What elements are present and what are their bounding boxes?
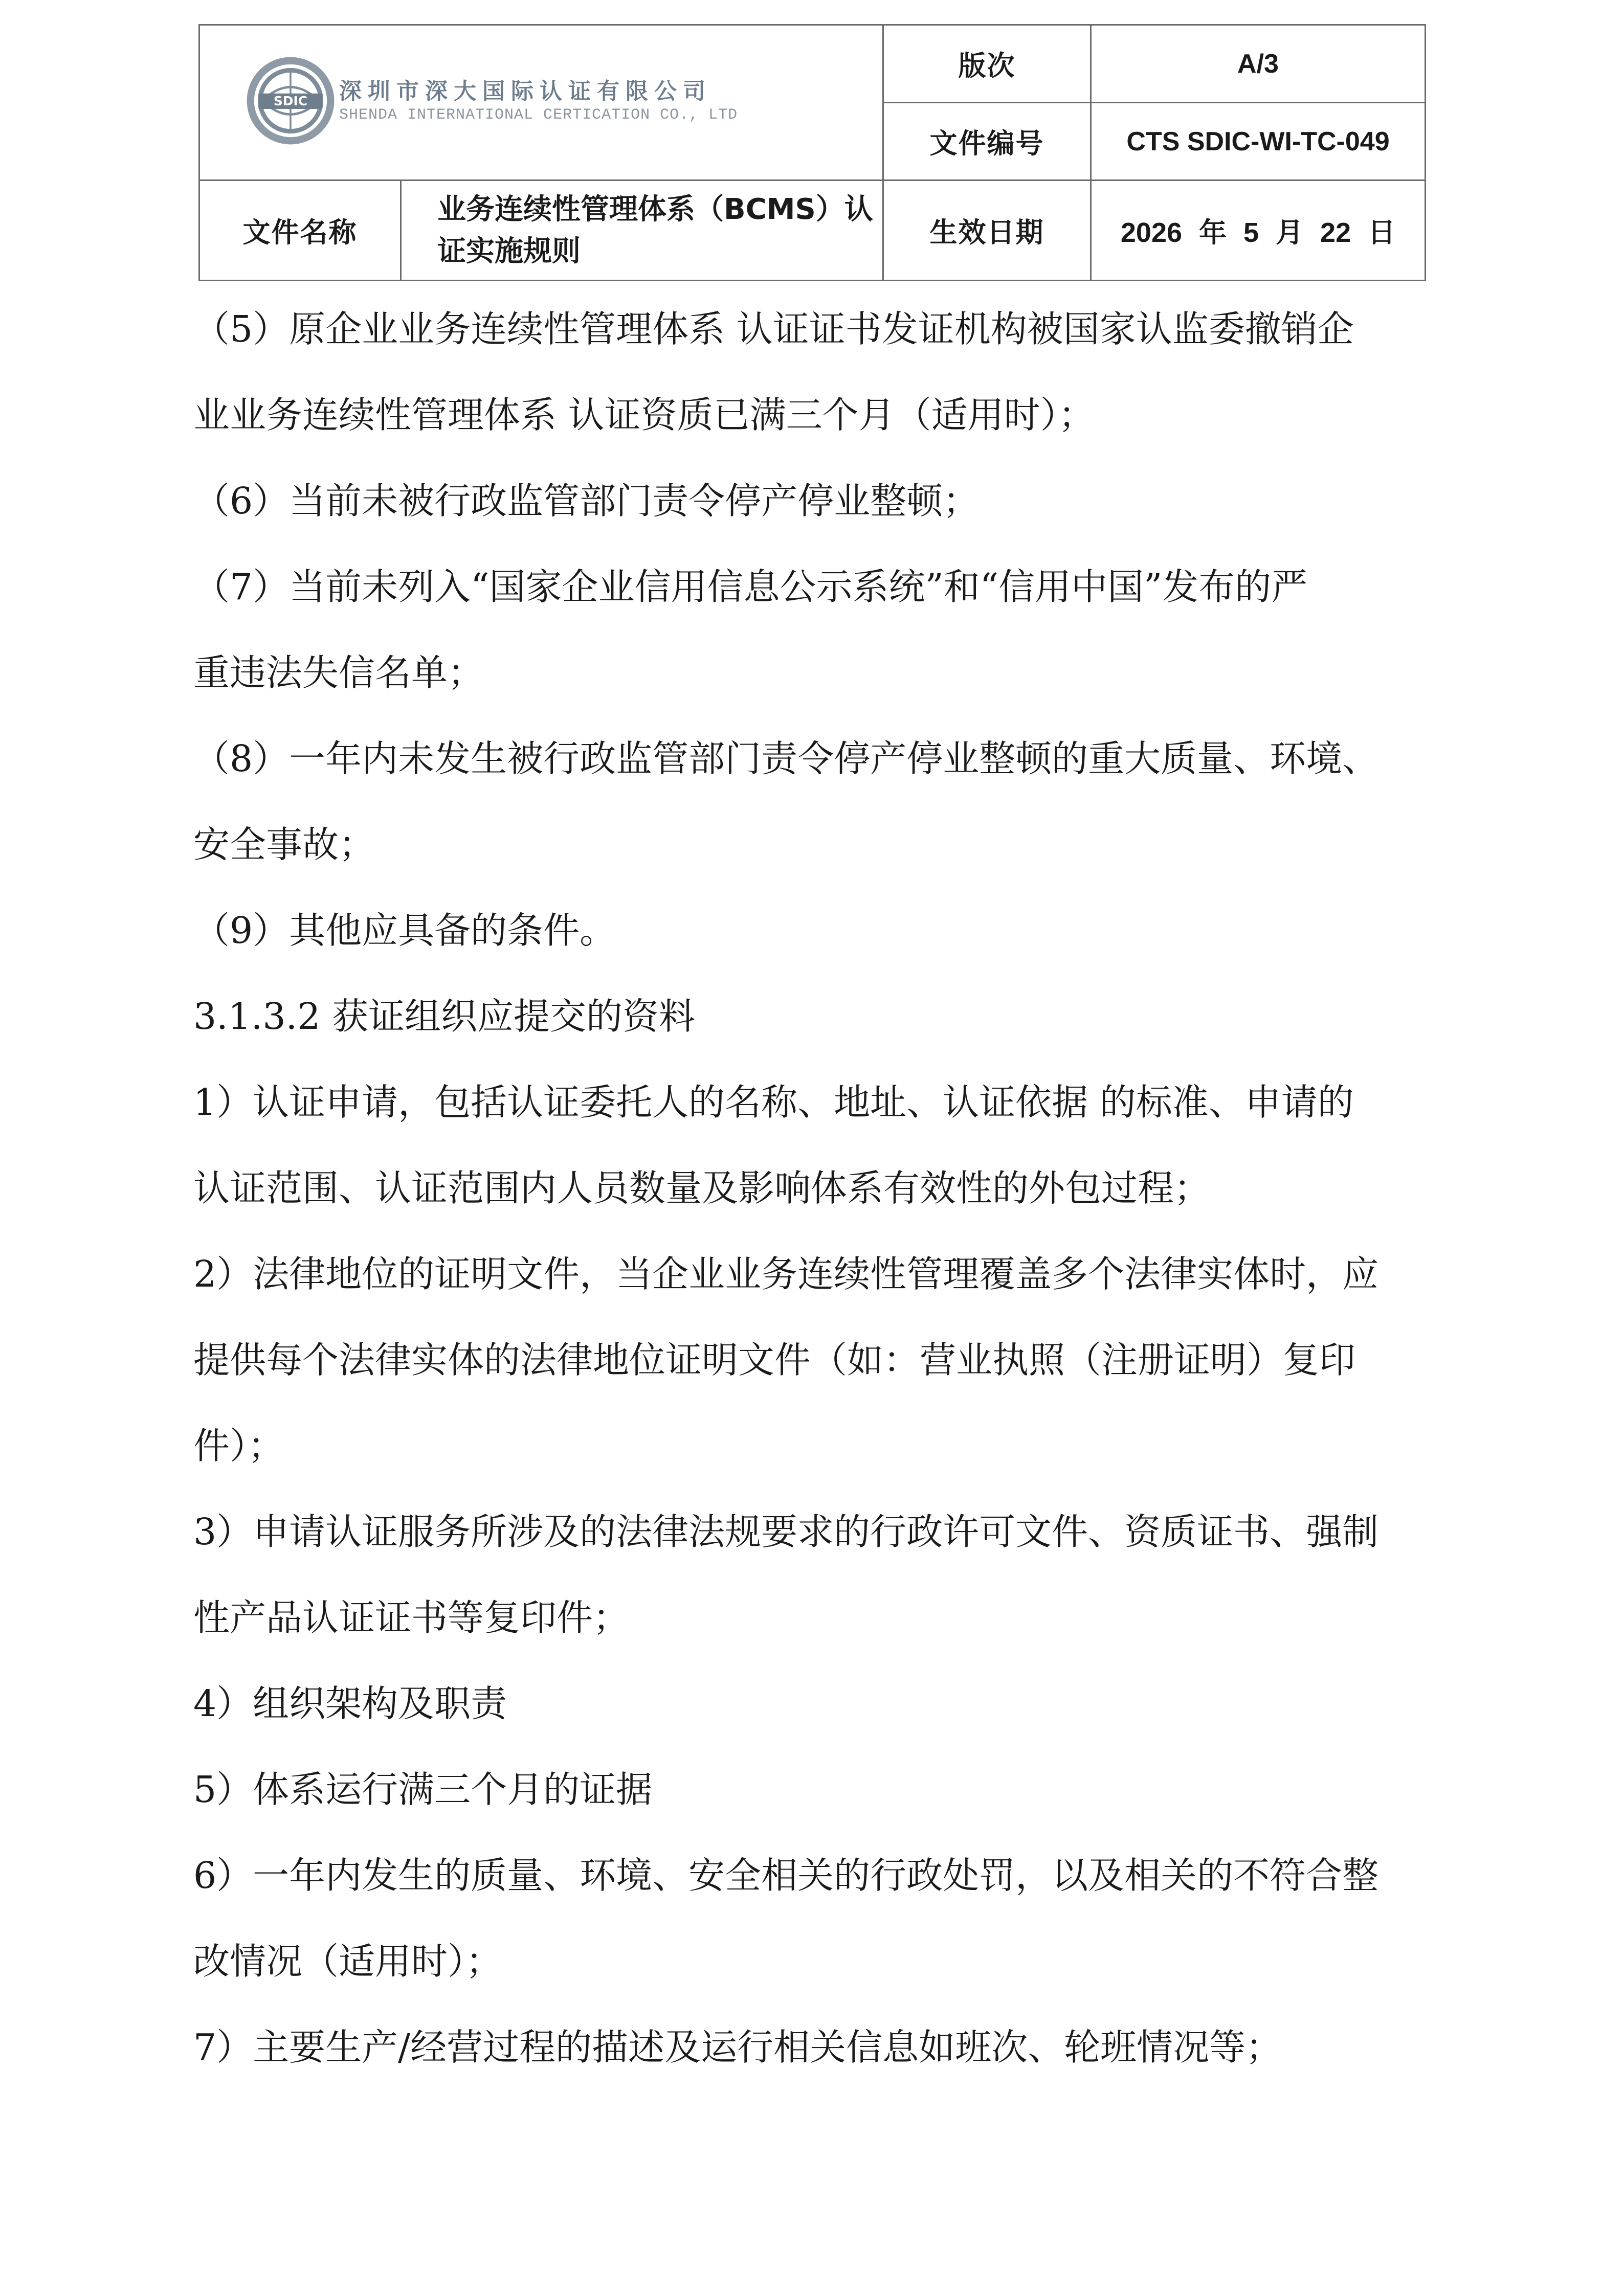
body-line: （9）其他应具备的条件。 [193,909,616,952]
company-name-cn: 深圳市深大国际认证有限公司 [339,78,711,104]
version-value: A/3 [1091,25,1426,103]
doc-number-value: CTS SDIC-WI-TC-049 [1091,103,1426,181]
body-line: （7）当前未列入“国家企业信用信息公示系统”和“信用中国”发布的严 [193,566,1308,608]
version-label: 版次 [883,25,1091,103]
doc-number-label: 文件编号 [883,103,1091,181]
document-header-table [198,24,1426,281]
body-line: 件）； [193,1425,284,1467]
body-line: 5）体系运行满三个月的证据 [193,1768,653,1811]
body-line: 2）法律地位的证明文件，当企业业务连续性管理覆盖多个法律实体时，应 [193,1253,1379,1295]
body-line: 提供每个法律实体的法律地位证明文件（如：营业执照（注册证明）复印 [193,1339,1356,1381]
body-line: 认证范围、认证范围内人员数量及影响体系有效性的外包过程； [193,1167,1211,1209]
section-heading: 3.1.3.2 获证组织应提交的资料 [193,995,695,1038]
effective-date-value: 2026 年 5 月 22 日 [1091,181,1426,281]
body-line: （5）原企业业务连续性管理体系 认证证书发证机构被国家认监委撤销企 [193,308,1354,350]
body-line: （8）一年内未发生被行政监管部门责令停产停业整顿的重大质量、环境、 [193,737,1379,780]
body-line: （6）当前未被行政监管部门责令停产停业整顿； [193,480,980,522]
emblem-text: SDIC [273,93,308,108]
body-line: 4）组织架构及职责 [193,1682,507,1725]
effective-date-label: 生效日期 [883,181,1091,281]
body-line: 3）申请认证服务所涉及的法律法规要求的行政许可文件、资质证书、强制 [193,1511,1379,1553]
body-line: 1）认证申请，包括认证委托人的名称、地址、认证依据 的标准、申请的 [193,1081,1354,1123]
body-line: 6）一年内发生的质量、环境、安全相关的行政处罚，以及相关的不符合整 [193,1854,1379,1897]
doc-name-value: 业务连续性管理体系（BCMS）认证实施规则 [401,181,883,281]
body-line: 改情况（适用时）； [193,1940,502,1983]
document-body [193,286,1441,2090]
doc-name-label: 文件名称 [199,181,401,281]
body-line: 安全事故； [193,823,375,866]
body-line: 7）主要生产/经营过程的描述及运行相关信息如班次、轮班情况等； [193,2026,1282,2068]
body-line: 性产品认证证书等复印件； [193,1596,630,1639]
company-emblem-icon [245,55,336,146]
company-name-en: SHENDA INTERNATIONAL CERTICATION CO., LTD [339,106,738,124]
body-line: 重违法失信名单； [193,651,484,694]
logo-cell [199,25,883,181]
body-line: 业业务连续性管理体系 认证资质已满三个月（适用时）； [193,394,1095,436]
